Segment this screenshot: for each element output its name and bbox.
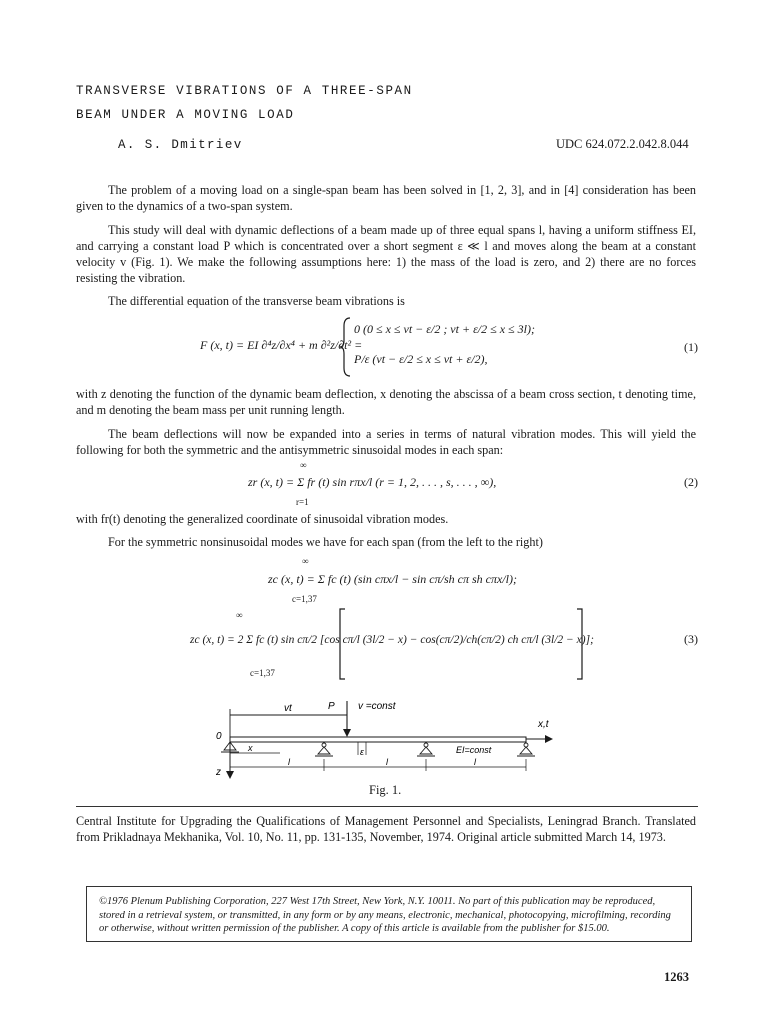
label-x: x [248, 743, 253, 753]
equation-1-case-2: P/ε (vt − ε/2 ≤ x ≤ vt + ε/2), [354, 352, 488, 366]
paragraph-generalized-coordinate: with fr(t) denoting the generalized coordinate of sinusoidal vibration modes. [76, 512, 449, 526]
figure-caption: Fig. 1. [369, 783, 402, 797]
udc-code: UDC 624.072.2.042.8.044 [556, 137, 689, 151]
equation-3b-sum-bottom: c=1,37 [250, 668, 275, 678]
footnote-divider [76, 806, 698, 807]
bracket-right-icon [576, 608, 584, 680]
equation-3a-sum-bottom: c=1,37 [292, 594, 317, 604]
label-v: v =const [358, 701, 396, 712]
equation-2-sum-top: ∞ [300, 460, 307, 470]
equation-3b: zc (x, t) = 2 Σ fc (t) sin cπ/2 [cos cπ/l (3l/2 − x) − cos(cπ/2)/ch(cπ/2) ch cπ/l (3l/2 − x)]; [190, 634, 594, 646]
paragraph-symmetric-modes: For the symmetric nonsinusoidal modes we have for each span (from the left to the right) [108, 535, 543, 549]
paragraph-expansion: The beam deflections will now be expanded into a series in terms of natural vibration modes. This will yield the following for both the symmetric and the antisymmetric sinusoidal modes in each span: [76, 427, 696, 457]
support-4 [517, 743, 535, 756]
paragraph-variables: with z denoting the function of the dynamic beam deflection, x denoting the abscissa of a beam cross section, t denoting time, and m denoting the beam mass per unit running length. [76, 387, 696, 417]
equation-3a-sum-top: ∞ [302, 556, 309, 566]
equation-2-sum-bottom: r=1 [296, 497, 309, 507]
equation-3b-sum-top: ∞ [236, 610, 243, 620]
copyright-text: ©1976 Plenum Publishing Corporation, 227 West 17th Street, New York, N.Y. 10011. No part of this publication may be reproduced, stored in a retrieval system, or transmitted, in any form or by any means, electronic, mechanical, photocopying, microfilming, recording or otherwise, without written permission of the publisher. A copy of this article is available from the publisher for $15.00. [99, 896, 671, 934]
equation-2: zr (x, t) = Σ fr (t) sin rπx/l (r = 1, 2, . . . , s, . . . , ∞), [248, 475, 497, 489]
equation-1-case-1: 0 (0 ≤ x ≤ vt − ε/2 ; vt + ε/2 ≤ x ≤ 3l); [354, 322, 535, 336]
support-2 [315, 743, 333, 756]
label-l-1: l [288, 757, 290, 767]
author: A. S. Dmitriev [118, 138, 243, 152]
label-P: P [328, 701, 335, 712]
brace-icon [340, 316, 352, 378]
figure-beam-diagram [200, 695, 560, 783]
label-EI: EI=const [456, 745, 492, 755]
title-line-2: BEAM UNDER A MOVING LOAD [76, 108, 295, 122]
label-vt: vt [284, 703, 292, 714]
label-xt: x,t [538, 719, 549, 730]
support-3 [417, 743, 435, 756]
label-l-2: l [386, 757, 388, 767]
label-epsilon: ε [360, 747, 364, 757]
label-l-3: l [474, 757, 476, 767]
equation-1-number: (1) [684, 340, 698, 354]
page-number: 1263 [664, 970, 689, 984]
equation-3-number: (3) [684, 632, 698, 646]
equation-1-lhs: F (x, t) = EI ∂⁴z/∂x⁴ + m ∂²z/∂t² = [200, 338, 363, 352]
paragraph-diffeq-intro: The differential equation of the transverse beam vibrations is [108, 294, 405, 308]
beam [230, 737, 526, 742]
label-O: 0 [216, 731, 222, 742]
paragraph-study: This study will deal with dynamic deflections of a beam made up of three equal spans l, having a uniform stiffness EI, and carrying a constant load P which is concentrated over a short segment ε ≪ l and moves along the beam at a constant velocity v (Fig. 1). We make the following assumptions here: 1) the mass of the load is zero, and 2) there are no forces resisting the vibration. [76, 223, 696, 285]
label-z: z [216, 767, 221, 778]
paragraph-intro: The problem of a moving load on a single-span beam has been solved in [1, 2, 3], and in [4] consideration has been given to the dynamics of a two-span system. [76, 183, 696, 213]
title-line-1: TRANSVERSE VIBRATIONS OF A THREE-SPAN [76, 84, 413, 98]
equation-2-number: (2) [684, 475, 698, 489]
equation-3a: zc (x, t) = Σ fc (t) (sin cπx/l − sin cπ/sh cπ sh cπx/l); [268, 572, 517, 586]
footnote: Central Institute for Upgrading the Qualifications of Management Personnel and Specialists, Leningrad Branch. Translated from Prikladnaya Mekhanika, Vol. 10, No. 11, pp. 131-135, November, 1974. Original article submitted March 14, 1973. [76, 814, 696, 844]
copyright-box [86, 886, 692, 942]
